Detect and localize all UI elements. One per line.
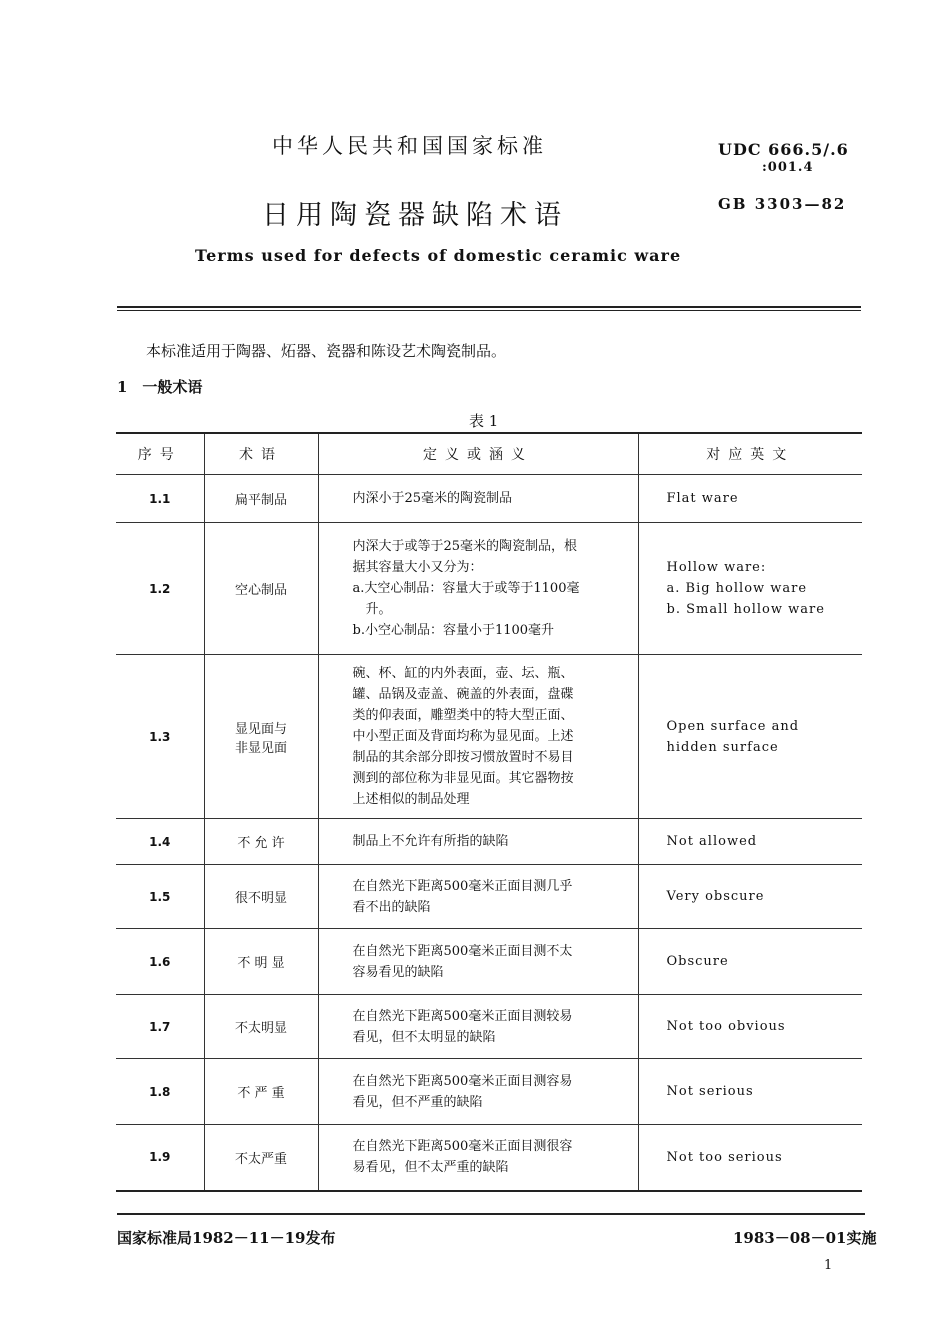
cell-number: 1.2 — [116, 523, 204, 655]
cell-definition-line: 制品的其余部分即按习惯放置时不易目 — [352, 750, 574, 765]
cell-definition-line: 罐、品锅及壶盖、碗盖的外表面，盘碟 — [352, 687, 574, 702]
header-english: 对应英文 — [638, 433, 862, 475]
cell-term-line: 扁平制品 — [234, 493, 287, 508]
cell-term-line: 不 严 重 — [237, 1086, 285, 1101]
cell-term — [204, 523, 318, 655]
cell-number: 1.8 — [116, 1059, 204, 1125]
cell-term — [204, 929, 318, 995]
table-row — [116, 1059, 862, 1125]
cell-definition — [318, 475, 638, 523]
cell-term — [204, 655, 318, 819]
cell-definition-line: 看见，但不太明显的缺陷 — [352, 1029, 496, 1045]
cell-english — [638, 655, 862, 819]
header-divider — [117, 306, 861, 308]
cell-term — [204, 865, 318, 929]
cell-definition-line: 制品上不允许有所指的缺陷 — [352, 834, 509, 849]
cell-english — [638, 865, 862, 929]
table-row — [116, 475, 862, 523]
cell-definition — [318, 655, 638, 819]
cell-english — [638, 475, 862, 523]
cell-number: 1.6 — [116, 929, 204, 995]
cell-term-line: 不太严重 — [234, 1151, 287, 1167]
issue-date: 国家标准局1982－11－19发布 — [117, 1229, 336, 1247]
cell-definition-line: 内深大于或等于25毫米的陶瓷制品，根 — [352, 539, 578, 554]
cell-term — [204, 995, 318, 1059]
cell-definition — [318, 523, 638, 655]
cell-definition-line: 内深小于25毫米的陶瓷制品 — [352, 491, 513, 506]
cell-english — [638, 523, 862, 655]
cell-term-line: 非显见面 — [234, 740, 287, 756]
cell-term-line: 不 允 许 — [237, 836, 285, 851]
section-title: 1 一般术语 — [117, 378, 203, 396]
cell-definition-line: 上述相似的制品处理 — [352, 792, 470, 807]
cell-number: 1.3 — [116, 655, 204, 819]
header-term: 术语 — [204, 433, 318, 475]
cell-definition-line: 看不出的缺陷 — [352, 899, 431, 915]
cell-number: 1.9 — [116, 1125, 204, 1191]
table-row — [116, 819, 862, 865]
table-row — [116, 523, 862, 655]
cell-english — [638, 1059, 862, 1125]
cell-definition-line: 测到的部位称为非显见面。其它器物按 — [352, 771, 574, 786]
cell-number: 1.1 — [116, 475, 204, 523]
cell-term-line: 不 明 显 — [237, 956, 285, 971]
cell-definition — [318, 995, 638, 1059]
cell-definition-line: 易看见，但不太严重的缺陷 — [352, 1160, 509, 1176]
cell-english-line: Not too obvious — [666, 1019, 786, 1034]
cell-term — [204, 1059, 318, 1125]
cell-definition-line: 在自然光下距离500毫米正面目测容易 — [352, 1073, 573, 1089]
cell-english — [638, 995, 862, 1059]
cell-definition — [318, 865, 638, 929]
scope-statement: 本标准适用于陶器、炻器、瓷器和陈设艺术陶瓷制品。 — [146, 342, 507, 360]
cell-english-line: b. Small hollow ware — [666, 602, 825, 617]
table-row — [116, 995, 862, 1059]
page-number: 1 — [824, 1258, 833, 1273]
cell-definition-line: b.小空心制品：容量小于1100毫升 — [352, 623, 555, 638]
cell-definition — [318, 819, 638, 865]
header-definition: 定义或涵义 — [318, 433, 638, 475]
cell-number: 1.5 — [116, 865, 204, 929]
terms-table — [116, 432, 862, 1192]
cell-definition-line: 在自然光下距离500毫米正面目测几乎 — [352, 878, 573, 894]
cell-definition-line: 容易看见的缺陷 — [352, 964, 444, 980]
gb-number: GB 3303—82 — [718, 195, 847, 213]
cell-english-line: hidden surface — [666, 739, 779, 755]
cell-english-line: Not allowed — [666, 834, 758, 849]
cell-definition — [318, 929, 638, 995]
cell-term-line: 不太明显 — [234, 1021, 287, 1036]
udc-code-suffix: :001.4 — [762, 160, 814, 175]
udc-code: UDC 666.5/.6 — [718, 140, 849, 159]
cell-definition — [318, 1125, 638, 1191]
cell-english-line: a. Big hollow ware — [666, 581, 808, 596]
cell-term — [204, 1125, 318, 1191]
table-caption: 表 1 — [469, 412, 499, 430]
cell-number: 1.4 — [116, 819, 204, 865]
cell-definition-line: 中小型正面及背面均称为显见面。上述 — [352, 729, 574, 744]
cell-term-line: 空心制品 — [234, 583, 287, 598]
cell-english-line: Obscure — [666, 954, 729, 969]
cell-term — [204, 475, 318, 523]
cell-definition-line: 据其容量大小又分为： — [352, 560, 483, 575]
standard-name: 中华人民共和国国家标准 — [272, 134, 547, 158]
cell-term-line: 很不明显 — [234, 891, 287, 906]
footer-divider — [117, 1213, 865, 1215]
cell-english-line: Very obscure — [666, 889, 765, 904]
cell-definition-line: a.大空心制品：容量大于或等于1100毫 — [352, 581, 580, 596]
cell-english — [638, 929, 862, 995]
cell-english — [638, 819, 862, 865]
cell-definition-line: 类的仰表面，雕塑类中的特大型正面、 — [352, 708, 574, 723]
header-number: 序号 — [116, 433, 204, 475]
table-header-row — [116, 433, 862, 475]
cell-term — [204, 819, 318, 865]
cell-english-line: Not serious — [666, 1084, 754, 1099]
cell-number: 1.7 — [116, 995, 204, 1059]
cell-definition-line: 看见，但不严重的缺陷 — [352, 1094, 483, 1110]
cell-definition-line: 在自然光下距离500毫米正面目测很容 — [352, 1139, 573, 1155]
cell-definition-line: 碗、杯、缸的内外表面，壶、坛、瓶、 — [352, 666, 574, 681]
cell-term-line: 显见面与 — [234, 721, 287, 737]
table-row — [116, 655, 862, 819]
title-english: Terms used for defects of domestic ceramic ware — [195, 246, 682, 265]
cell-english-line: Flat ware — [666, 491, 739, 506]
header-divider-thin — [117, 310, 861, 311]
cell-definition — [318, 1059, 638, 1125]
cell-definition-line: 升。 — [352, 602, 392, 617]
implementation-date: 1983－08－01实施 — [733, 1229, 877, 1247]
table-row — [116, 1125, 862, 1191]
title-chinese: 日用陶瓷器缺陷术语 — [262, 200, 568, 231]
table-row — [116, 929, 862, 995]
cell-english — [638, 1125, 862, 1191]
table-row — [116, 865, 862, 929]
cell-english-line: Open surface and — [666, 718, 800, 734]
cell-english-line: Hollow ware: — [666, 560, 767, 575]
cell-english-line: Not too serious — [666, 1149, 783, 1165]
cell-definition-line: 在自然光下距离500毫米正面目测较易 — [352, 1008, 573, 1024]
cell-definition-line: 在自然光下距离500毫米正面目测不太 — [352, 943, 573, 959]
